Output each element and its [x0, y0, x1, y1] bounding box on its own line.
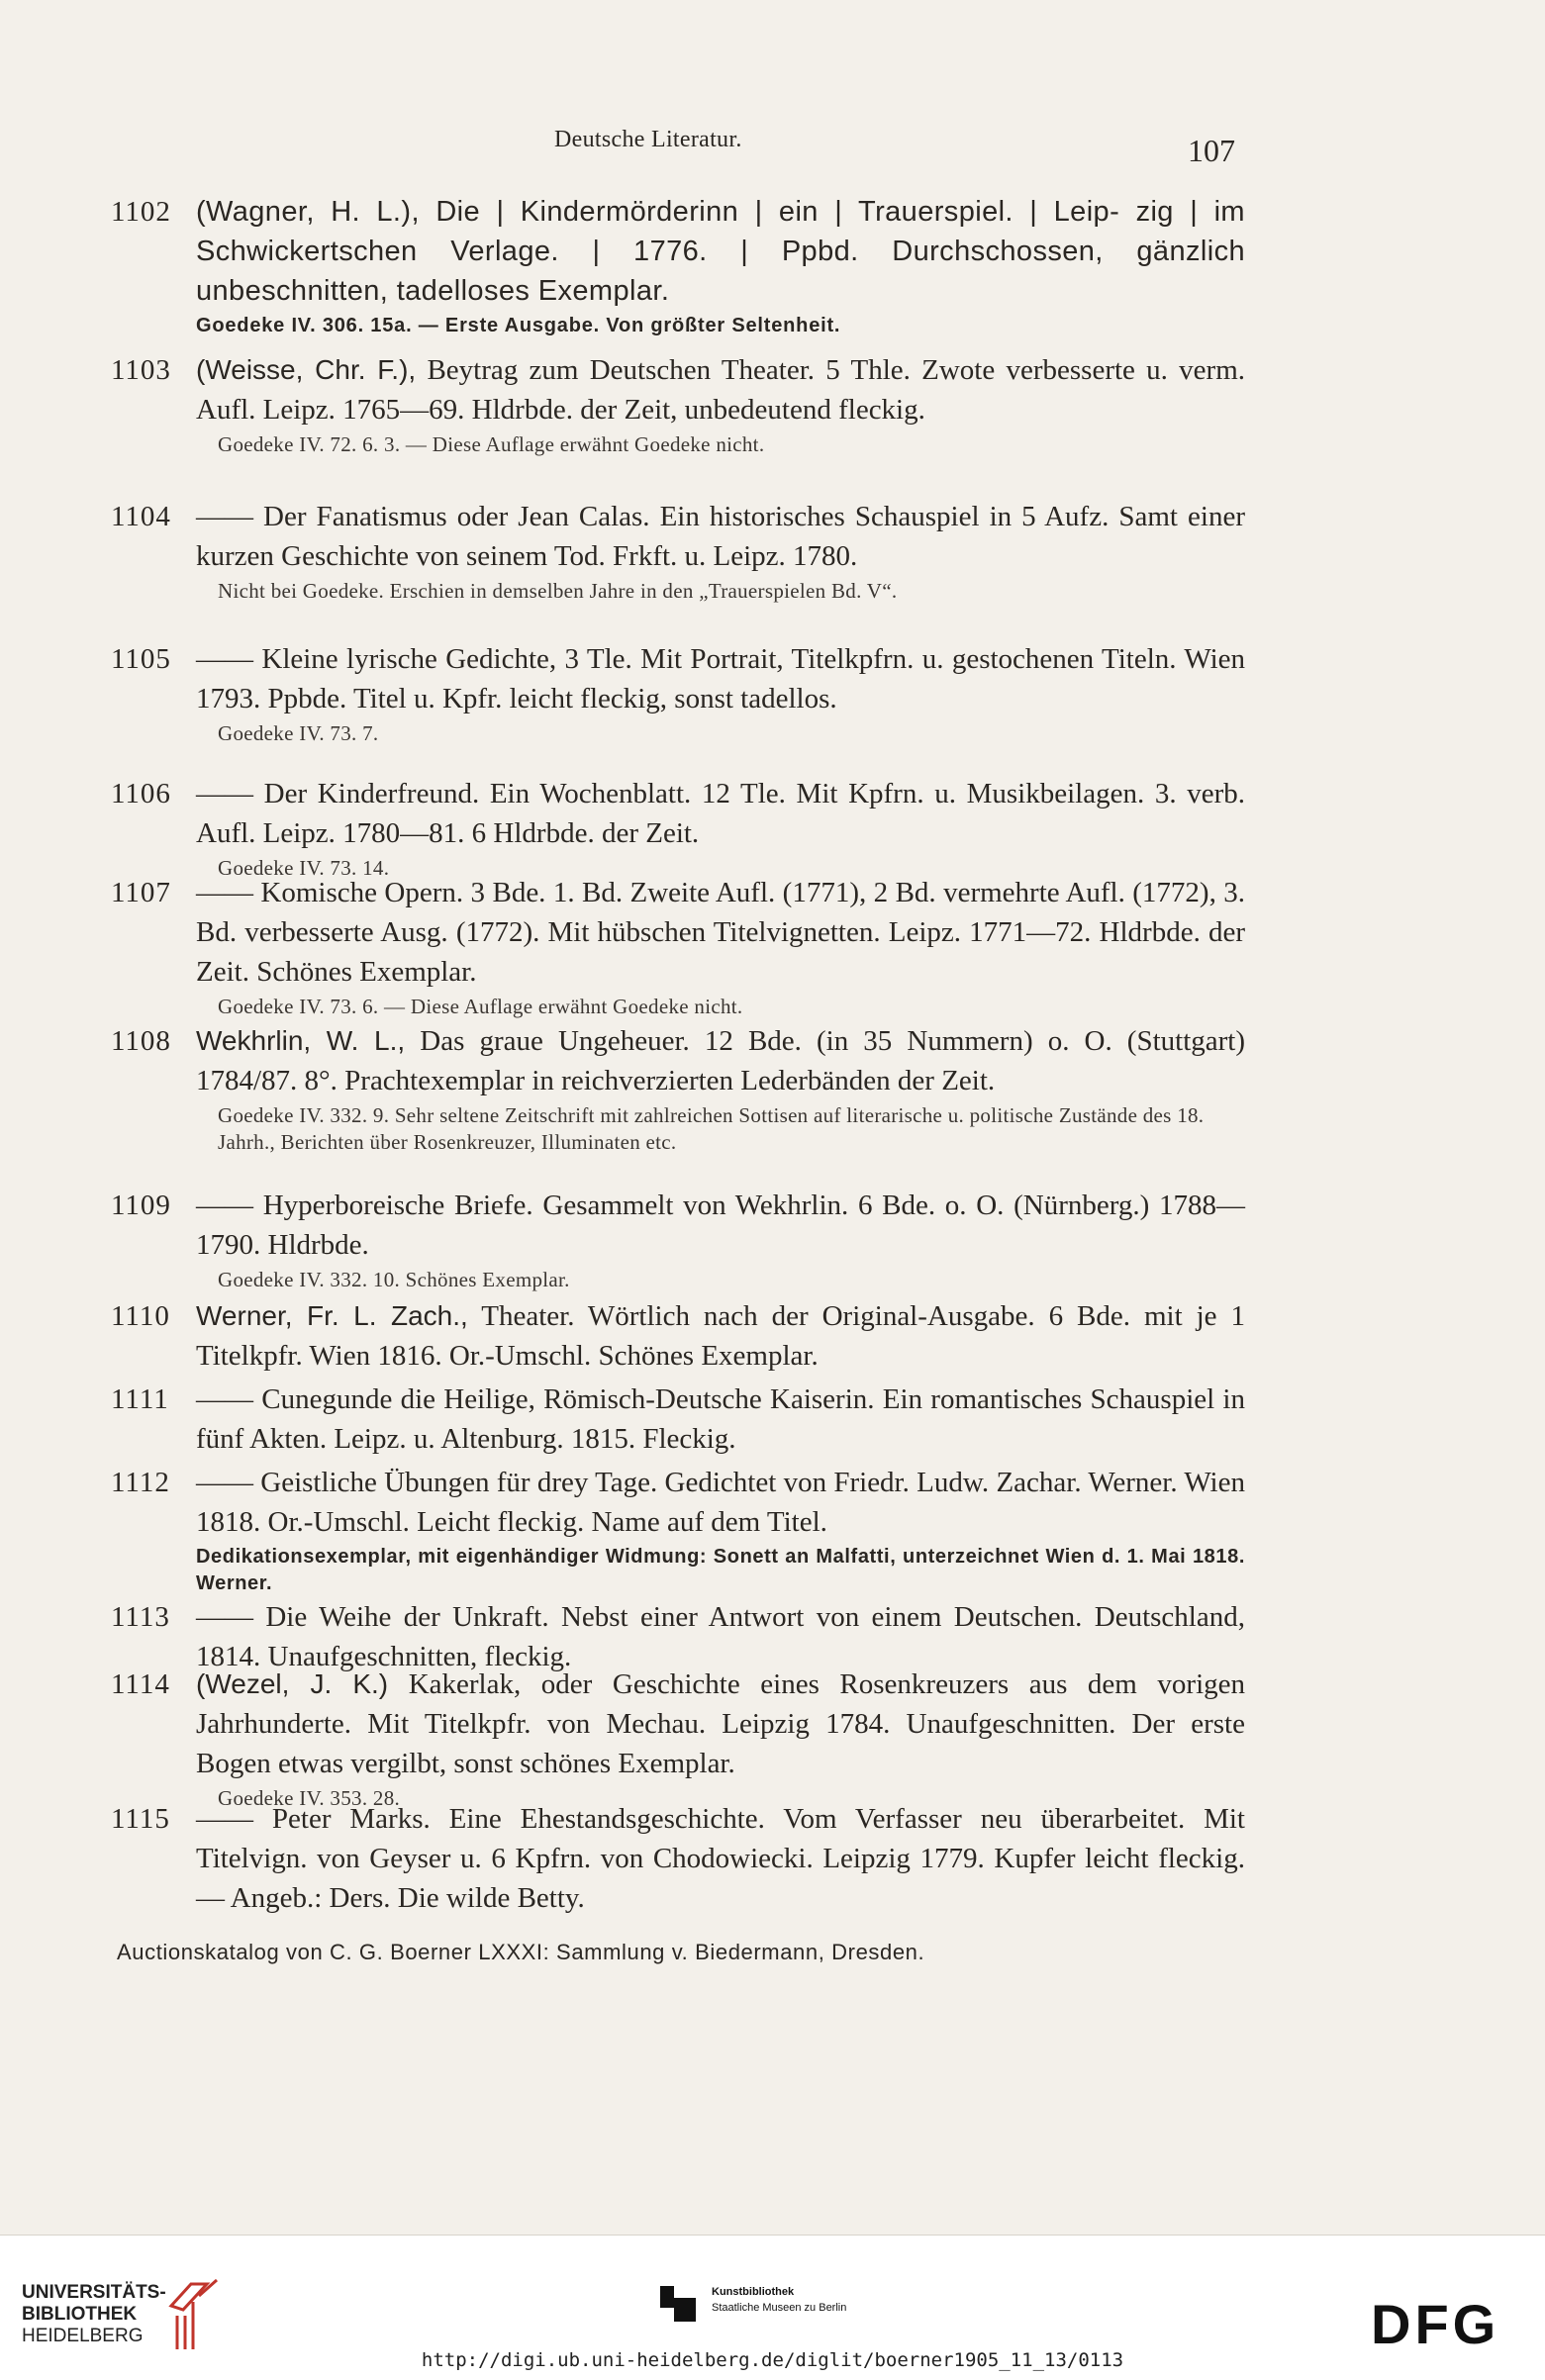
source-url[interactable]: http://digi.ub.uni-heidelberg.de/diglit/boerner1905_11_13/0113 [421, 2349, 1124, 2371]
entry-note: Goedeke IV. 73. 6. — Diese Auflage erwähnt Goedeke nicht. [218, 995, 743, 1018]
entry-body [196, 774, 1245, 882]
entry-number: 1104 [111, 501, 171, 532]
entry-number: 1103 [111, 354, 171, 386]
kunstbibliothek-logo[interactable] [658, 2284, 955, 2333]
entry-number: 1106 [111, 778, 171, 809]
entry-text: —— Komische Opern. 3 Bde. 1. Bd. Zweite Aufl. (1771), 2 Bd. vermehrte Aufl. (1772), 3. Bd. verbesserte Ausg. (1772). Mit hübschen Titelvignetten. Leipz. 1771—72. Hldrbde. der Zeit. Schönes Exemplar. [196, 877, 1245, 988]
entry-body [196, 1186, 1245, 1293]
kunstbibliothek-text [712, 2284, 846, 2316]
entry-number: 1115 [111, 1803, 170, 1835]
entry-lead: (Weisse, Chr. F.), [196, 354, 417, 385]
entry-lead: (Wagner, H. L.), Die | Kindermörderinn | ein | Trauerspiel. | Leip- [196, 196, 1120, 228]
page-header [0, 127, 1545, 166]
entry-body [196, 1380, 1245, 1459]
running-title: Deutsche Literatur. [554, 127, 742, 152]
entry-body [196, 873, 1245, 1020]
entry-text: —— Cunegunde die Heilige, Römisch-Deutsche Kaiserin. Ein romantisches Schauspiel in fünf Akten. Leipz. u. Altenburg. 1815. Fleckig. [196, 1383, 1245, 1455]
entry-number: 1111 [111, 1383, 169, 1415]
entry-number: 1109 [111, 1190, 171, 1221]
dfg-logo-text: DFG [1371, 2294, 1500, 2353]
entry-number: 1112 [111, 1467, 170, 1498]
entry-note: Dedikationsexemplar, mit eigenhändiger Widmung: Sonett an Malfatti, unterzeichnet Wien d. 1. Mai 1818. Werner. [196, 1546, 1245, 1594]
entry-text: —— Hyperboreische Briefe. Gesammelt von Wekhrlin. 6 Bde. o. O. (Nürnberg.) 1788—1790. Hldrbde. [196, 1190, 1245, 1261]
ub-logo-line: HEIDELBERG [22, 2326, 144, 2346]
entry-text: zig | im Schwickertschen Verlage. | 1776. | Ppbd. Durchschossen, gänzlich unbeschnitten, tadelloses Exemplar. [196, 196, 1245, 307]
entry-note: Goedeke IV. 73. 7. [218, 721, 379, 745]
entry-note: Goedeke IV. 73. 14. [218, 856, 390, 880]
kb-line: Staatliche Museen zu Berlin [712, 2302, 847, 2314]
entry-lead: Wekhrlin, W. L., [196, 1025, 406, 1056]
ub-logo-line: UNIVERSITÄTS- [22, 2282, 166, 2303]
entry-lead: (Wezel, J. K.) [196, 1668, 389, 1699]
entry-body [196, 1665, 1245, 1812]
entry-body [196, 350, 1245, 458]
page-number: 107 [1188, 133, 1235, 168]
catalog-footer: Auctionskatalog von C. G. Boerner LXXXI: Sammlung v. Biedermann, Dresden. [117, 1940, 925, 1964]
ub-mark-icon [163, 2276, 223, 2355]
entry-body [196, 639, 1245, 747]
entry-text: —— Der Kinderfreund. Ein Wochenblatt. 12 Tle. Mit Kpfrn. u. Musikbeilagen. 3. verb. Aufl. Leipz. 1780—81. 6 Hldrbde. der Zeit. [196, 778, 1245, 849]
entry-lead: Werner, Fr. L. Zach., [196, 1300, 468, 1331]
entry-text: —— Die Weihe der Unkraft. Nebst einer Antwort von einem Deutschen. Deutschland, 1814. Unaufgeschnitten, fleckig. [196, 1601, 1245, 1672]
entry-note: Goedeke IV. 332. 9. Sehr seltene Zeitschrift mit zahlreichen Sottisen auf literarische u. politische Zustände des 18. Jahrh., Berichten über Rosenkreuzer, Illuminaten etc. [218, 1103, 1205, 1154]
entry-number: 1105 [111, 643, 171, 675]
entry-body [196, 192, 1245, 339]
entry-body [196, 1296, 1245, 1376]
entry-body [196, 497, 1245, 605]
entry-note: Goedeke IV. 306. 15a. — Erste Ausgabe. Von größter Seltenheit. [196, 315, 841, 336]
entry-text: —— Geistliche Übungen für drey Tage. Gedichtet von Friedr. Ludw. Zachar. Werner. Wien 1818. Or.-Umschl. Leicht fleckig. Name auf dem Titel. [196, 1467, 1245, 1538]
dfg-logo[interactable] [1371, 2294, 1519, 2353]
entry-text: —— Peter Marks. Eine Ehestandsgeschichte. Vom Verfasser neu überarbeitet. Mit Titelvign. von Geyser u. 6 Kpfrn. von Chodowiecki. Leipzig 1779. Kupfer leicht fleckig. — Angeb.: Ders. Die wilde Betty. [196, 1803, 1245, 1914]
entry-number: 1108 [111, 1025, 171, 1057]
entry-number: 1114 [111, 1668, 170, 1700]
entry-text: Das graue Ungeheuer. 12 Bde. (in 35 Nummern) o. O. (Stuttgart) 1784/87. 8°. Prachtexemplar in reichverzierten Lederbänden der Zeit. [196, 1025, 1245, 1096]
entry-note: Goedeke IV. 332. 10. Schönes Exemplar. [218, 1268, 570, 1291]
entry-body [196, 1799, 1245, 1918]
ub-heidelberg-logo[interactable] [22, 2282, 259, 2351]
kunstbibliothek-mark-icon [658, 2284, 698, 2324]
entry-number: 1102 [111, 196, 171, 228]
entry-number: 1107 [111, 877, 171, 908]
entry-note: Goedeke IV. 72. 6. 3. — Diese Auflage erwähnt Goedeke nicht. [218, 432, 765, 456]
entry-note: Nicht bei Goedeke. Erschien in demselben Jahre in den „Trauerspielen Bd. V“. [218, 579, 898, 603]
kb-line: Kunstbibliothek [712, 2286, 795, 2298]
entry-text: —— Der Fanatismus oder Jean Calas. Ein historisches Schauspiel in 5 Aufz. Samt einer kurzen Geschichte von seinem Tod. Frkft. u. Leipz. 1780. [196, 501, 1245, 572]
entry-body [196, 1021, 1245, 1156]
entry-number: 1110 [111, 1300, 170, 1332]
entry-text: Theater. Wörtlich nach der Original-Ausgabe. 6 Bde. mit je 1 Titelkpfr. Wien 1816. Or.-Umschl. Schönes Exemplar. [196, 1300, 1245, 1372]
entry-text: Kakerlak, oder Geschichte eines Rosenkreuzers aus dem vorigen Jahrhunderte. Mit Titelkpfr. von Mechau. Leipzig 1784. Unaufgeschnitten. Der erste Bogen etwas vergilbt, sonst schönes Exemplar. [196, 1668, 1245, 1779]
entry-text: Beytrag zum Deutschen Theater. 5 Thle. Zwote verbesserte u. verm. Aufl. Leipz. 1765—69. Hldrbde. der Zeit, unbedeutend fleckig. [196, 354, 1246, 426]
entry-text: —— Kleine lyrische Gedichte, 3 Tle. Mit Portrait, Titelkpfrn. u. gestochenen Titeln. Wien 1793. Ppbde. Titel u. Kpfr. leicht fleckig, sonst tadellos. [196, 643, 1245, 714]
ub-logo-line: BIBLIOTHEK [22, 2304, 138, 2325]
entry-number: 1113 [111, 1601, 170, 1633]
entry-body [196, 1463, 1245, 1597]
entry-note: Goedeke IV. 353. 28. [218, 1786, 401, 1810]
